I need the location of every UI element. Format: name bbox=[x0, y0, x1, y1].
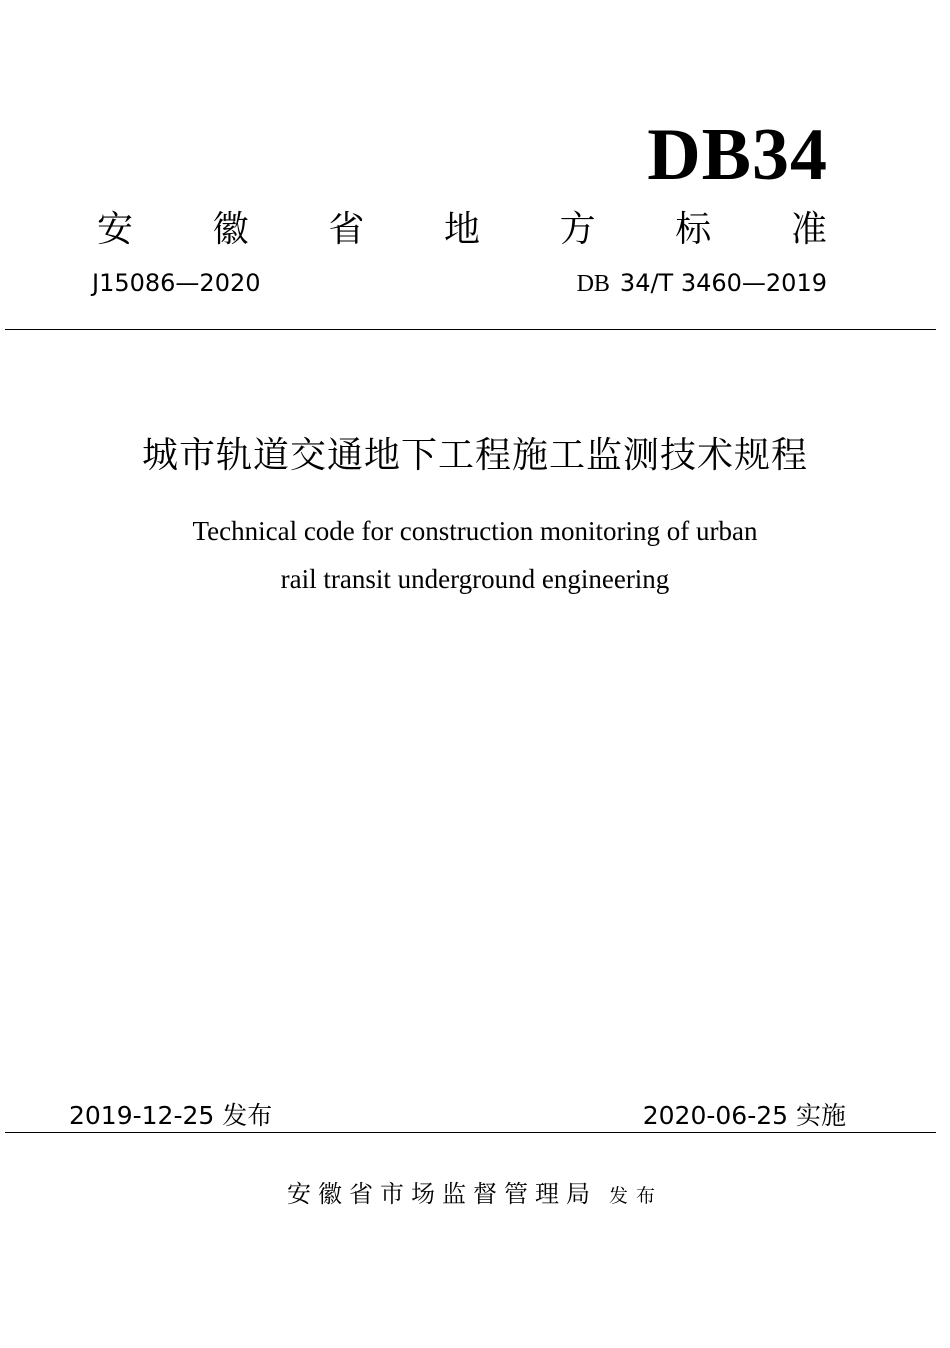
standard-type-char: 方 bbox=[559, 209, 596, 250]
standard-type-char: 地 bbox=[443, 209, 480, 250]
implementation-date: 2020-06-25 实施 bbox=[642, 1101, 846, 1130]
english-title-line-2: rail transit underground engineering bbox=[280, 564, 670, 594]
standard-number-prefix: DB bbox=[576, 271, 610, 297]
english-title-line-1: Technical code for construction monitoring of urban bbox=[192, 516, 758, 546]
issuer bbox=[0, 1178, 950, 1212]
bottom-divider bbox=[5, 1132, 936, 1133]
record-number: J15086—2020 bbox=[92, 269, 261, 297]
issuer-organization: 安徽省市场监督管理局 bbox=[286, 1180, 597, 1208]
top-divider bbox=[5, 329, 936, 330]
standard-number bbox=[577, 268, 827, 299]
issue-date: 2019-12-25 发布 bbox=[69, 1101, 273, 1130]
standard-type-char: 省 bbox=[328, 209, 365, 250]
issuer-action: 发布 bbox=[608, 1185, 663, 1207]
standard-type-char: 准 bbox=[790, 209, 827, 250]
standard-code: DB34 bbox=[647, 114, 828, 196]
standard-type-heading bbox=[97, 208, 827, 252]
standard-type-char: 标 bbox=[675, 209, 712, 250]
standard-type-char: 安 bbox=[97, 209, 134, 250]
standard-type-char: 徽 bbox=[212, 209, 249, 250]
standard-number-value: 34/T 3460—2019 bbox=[619, 269, 827, 297]
chinese-title: 城市轨道交通地下工程施工监测技术规程 bbox=[141, 435, 808, 476]
